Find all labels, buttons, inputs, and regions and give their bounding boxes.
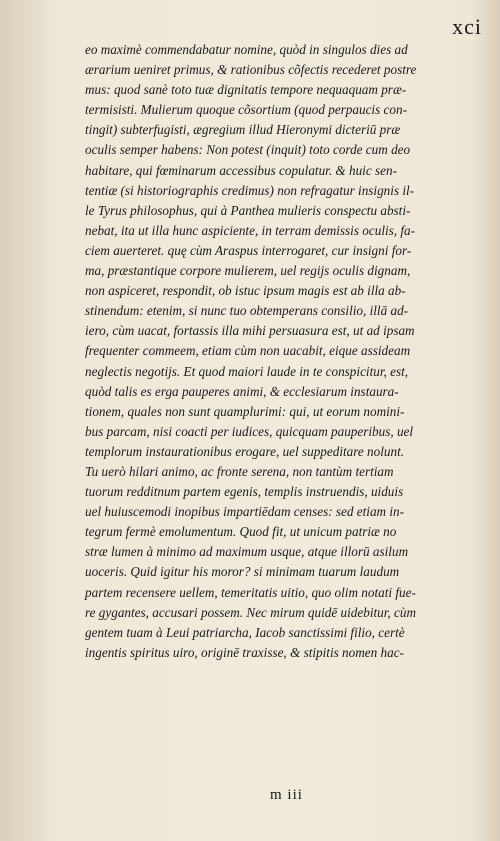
- text-line: tingit) subterfugisti, ægregium illud Hieronymi dicteriū præ: [85, 122, 401, 138]
- text-line: ingentis spiritus uiro, originē traxisse, & stipitis nomen hac-: [85, 644, 404, 660]
- text-line: stræ lumen à minimo ad maximum usque, atque illorū asilum: [85, 544, 409, 560]
- text-line: uoceris. Quid igitur his moror? si minimam tuarum laudum: [85, 564, 400, 580]
- text-line: non aspiceret, respondit, ob istuc ipsum magis est ab illa ab-: [85, 283, 406, 299]
- text-line: tuorum redditnum partem egenis, templis instruendis, uiduis: [85, 484, 404, 500]
- signature-mark: m iii: [270, 787, 303, 803]
- text-line: tegrum fermè emolumentum. Quod fit, ut unicum patriæ no: [85, 524, 397, 540]
- text-line: le Tyrus philosophus, qui à Panthea mulieris conspectu absti-: [85, 202, 411, 218]
- text-line: ciem auerteret. quę cùm Araspus interrogaret, cur insigni for-: [85, 242, 412, 258]
- text-line: iero, cùm uacat, fortassis illa mihi persuasura est, ut ad ipsam: [85, 323, 415, 339]
- body-text: [85, 40, 440, 663]
- text-line: neglectis negotijs. Et quod maiori laude in te conspicitur, est,: [85, 363, 409, 379]
- text-line: termisisti. Mulierum quoque cõsortium (quod perpaucis con-: [85, 102, 407, 118]
- text-line: ærarium ueniret primus, & rationibus cõfectis recederet postre: [85, 62, 417, 78]
- text-line: Tu uerò hilari animo, ac fronte serena, non tantùm tertiam: [85, 463, 394, 479]
- text-line: tentiæ (si historiographis credimus) non refragatur insignis il-: [85, 182, 415, 198]
- text-line: oculis semper habens: Non potest (inquit) toto corde cum deo: [85, 142, 411, 158]
- text-line: re gygantes, accusari possem. Nec mirum quidē uidebitur, cùm: [85, 604, 416, 620]
- text-line: partem recensere uellem, temeritatis uitio, quo olim notati fue-: [85, 584, 416, 600]
- text-line: uel huiuscemodi inopibus impartiēdam censes: sed etiam in-: [85, 504, 405, 520]
- text-line: tionem, quales non sunt quamplurimi: qui, ut eorum nomini-: [85, 403, 405, 419]
- text-line: stinendum: etenim, si nunc tuo obtemperans consilio, illā ad-: [85, 303, 409, 319]
- text-line: ma, præstantique corpore mulierem, uel regijs oculis dignam,: [85, 263, 411, 279]
- text-line: templorum instaurationibus erogare, uel suppeditare nolunt.: [85, 443, 405, 459]
- text-line: frequenter commeem, etiam cùm non uacabit, eique assideam: [85, 343, 411, 359]
- folio-number: xci: [452, 14, 482, 39]
- text-line: mus: quod sanè toto tuæ dignitatis tempore nequaquam præ-: [85, 82, 407, 98]
- text-line: bus parcam, nisi coacti per iudices, quicquam pauperibus, uel: [85, 423, 414, 439]
- text-line: quòd talis es erga pauperes animi, & ecclesiarum instaura-: [85, 383, 399, 399]
- text-line: nebat, ita ut illa hunc aspiciente, in terram demissis oculis, fa-: [85, 222, 416, 238]
- text-line: gentem tuam à Leui patriarcha, Iacob sanctissimi filio, certè: [85, 624, 405, 640]
- text-line: habitare, qui fœminarum accessibus copulatur. & huic sen-: [85, 162, 397, 178]
- text-line: eo maximè commendabatur nomine, quòd in singulos dies ad: [85, 42, 408, 57]
